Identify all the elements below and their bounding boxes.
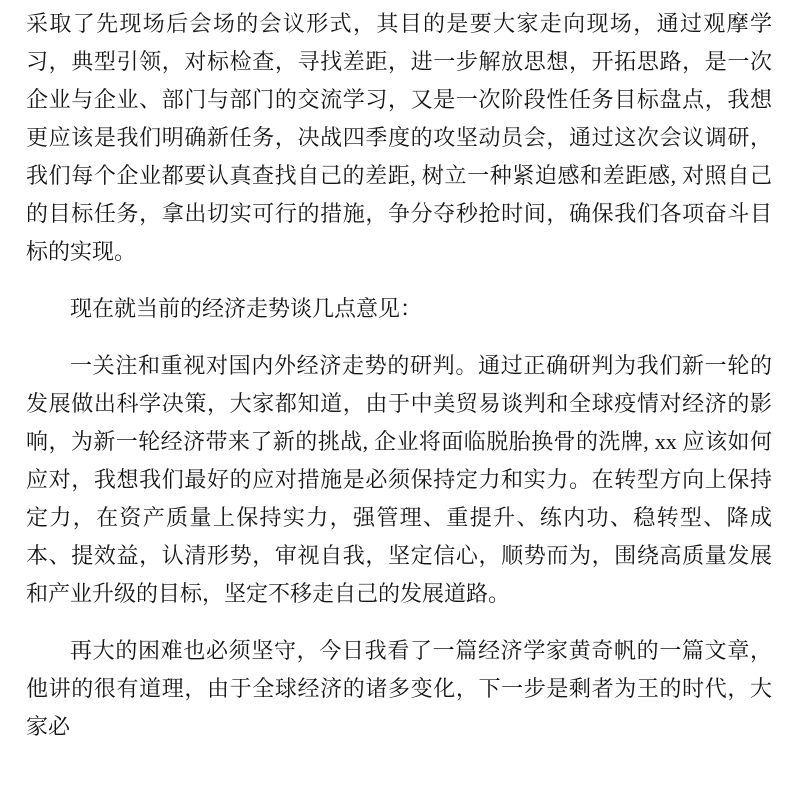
- paragraph-intro: 现在就当前的经济走势谈几点意见：: [70, 296, 423, 321]
- paragraph-continuation: 采取了先现场后会场的会议形式，其目的是要大家走向现场，通过观摩学习，典型引领，对标检查，寻找差距，进一步解放思想，开拓思路，是一次企业与企业、部门与部门的交流学习，又是一次阶段性任务目标盘点，我想更应该是我们明确新任务，决战四季度的攻坚动员会，通过这次会议调研，我们每个企业都要认真查找自己的差距, 树立一种紧迫感和差距感, 对照自己的目标任务，拿出切实可行的措施，争分夺秒抢时间，确保我们各项奋斗目标的实现。: [26, 11, 772, 264]
- paragraph-opinion-2: 再大的困难也必须坚守，今日我看了一篇经济学家黄奇帆的一篇文章，他讲的很有道理，由于全球经济的诸多变化，下一步是剩者为王的时代，大家必: [26, 638, 772, 739]
- paragraph-opinion-1: 一关注和重视对国内外经济走势的研判。通过正确研判为我们新一轮的发展做出科学决策，大家都知道，由于中美贸易谈判和全球疫情对经济的影响，为新一轮经济带来了新的挑战, 企业将面临脱胎换骨的洗牌, xx 应该如何应对，我想我们最好的应对措施是必须保持定力和实力。在转型方向上保持定力，在资产质量上保持实力，强管理、重提升、练内功、稳转型、降成本、提效益，认清形势，审视自我，坚定信心，顺势而为，围绕高质量发展和产业升级的目标，坚定不移走自己的发展道路。: [26, 353, 772, 606]
